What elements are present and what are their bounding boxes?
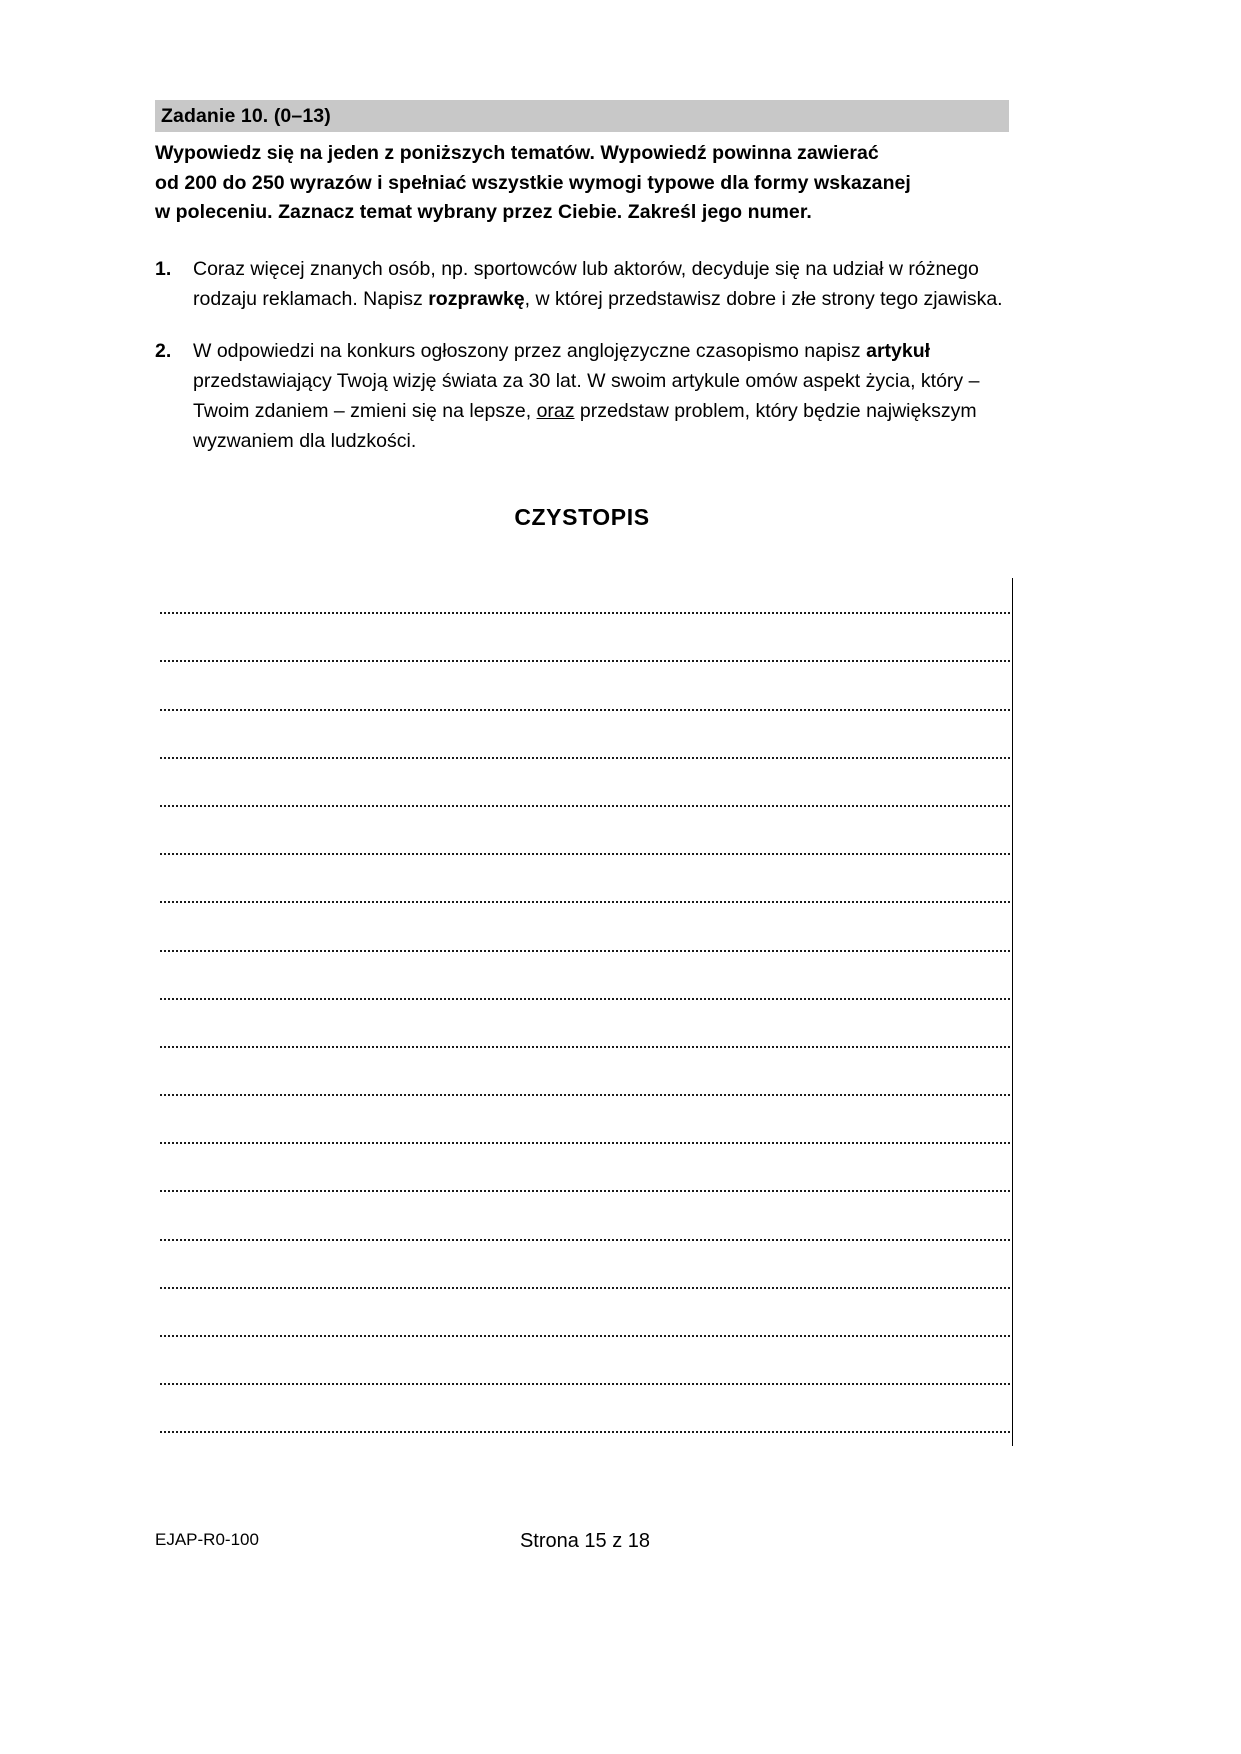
answer-line[interactable] (160, 1012, 1010, 1060)
answer-line[interactable] (160, 819, 1010, 867)
answer-line[interactable] (160, 867, 1010, 915)
topic-text: Coraz więcej znanych osób, np. sportowców lub aktorów, decyduje się na udział w różnego rodzaju reklamach. Napisz rozprawkę, w której przedstawisz dobre i złe strony tego zjawiska. (193, 257, 1003, 310)
answer-line[interactable] (160, 578, 1010, 626)
section-title-czystopis: CZYSTOPIS (514, 503, 650, 530)
topics-list (155, 254, 1015, 456)
instruction-line-3: w poleceniu. Zaznacz temat wybrany przez Ciebie. Zakreśl jego numer. (155, 201, 812, 223)
answer-line[interactable] (160, 771, 1010, 819)
answer-line[interactable] (160, 1301, 1010, 1349)
topic-item[interactable] (155, 254, 1015, 314)
answer-line[interactable] (160, 674, 1010, 722)
page-content (155, 100, 1015, 531)
answer-line[interactable] (160, 1060, 1010, 1108)
answer-line[interactable] (160, 964, 1010, 1012)
answer-writing-area[interactable] (155, 578, 1013, 1446)
answer-line[interactable] (160, 915, 1010, 963)
topic-item[interactable] (155, 336, 1015, 456)
answer-line[interactable] (160, 626, 1010, 674)
footer-page-number: Strona 15 z 18 (519, 1530, 651, 1552)
answer-line[interactable] (160, 1204, 1010, 1252)
instruction-block (155, 139, 975, 228)
topic-number[interactable]: 1. (155, 257, 172, 280)
task-header: Zadanie 10. (0–13) (155, 100, 1009, 132)
instruction-line-2: od 200 do 250 wyrazów i spełniać wszystkie wymogi typowe dla formy wskazanej (155, 171, 911, 194)
topic-text: W odpowiedzi na konkurs ogłoszony przez anglojęzyczne czasopismo napisz artykuł przedstawiający Twoją wizję świata za 30 lat. W swoim artykule omów aspekt życia, który – Twoim zdaniem – zmieni się na lepsze, oraz przedstaw problem, który będzie największym wyzwaniem dla ludzkości. (193, 339, 980, 452)
margin-rule (1012, 578, 1013, 1446)
instruction-line-1: Wypowiedz się na jeden z poniższych tematów. Wypowiedź powinna zawierać (155, 142, 879, 164)
answer-line[interactable] (160, 1253, 1010, 1301)
answer-line[interactable] (160, 1349, 1010, 1397)
answer-lines[interactable] (160, 578, 1010, 1445)
answer-line[interactable] (160, 1156, 1010, 1204)
answer-line[interactable] (160, 1108, 1010, 1156)
footer-exam-code: EJAP-R0-100 (155, 1530, 259, 1549)
topic-number[interactable]: 2. (155, 339, 172, 362)
answer-line[interactable] (160, 723, 1010, 771)
answer-line[interactable] (160, 1397, 1010, 1445)
